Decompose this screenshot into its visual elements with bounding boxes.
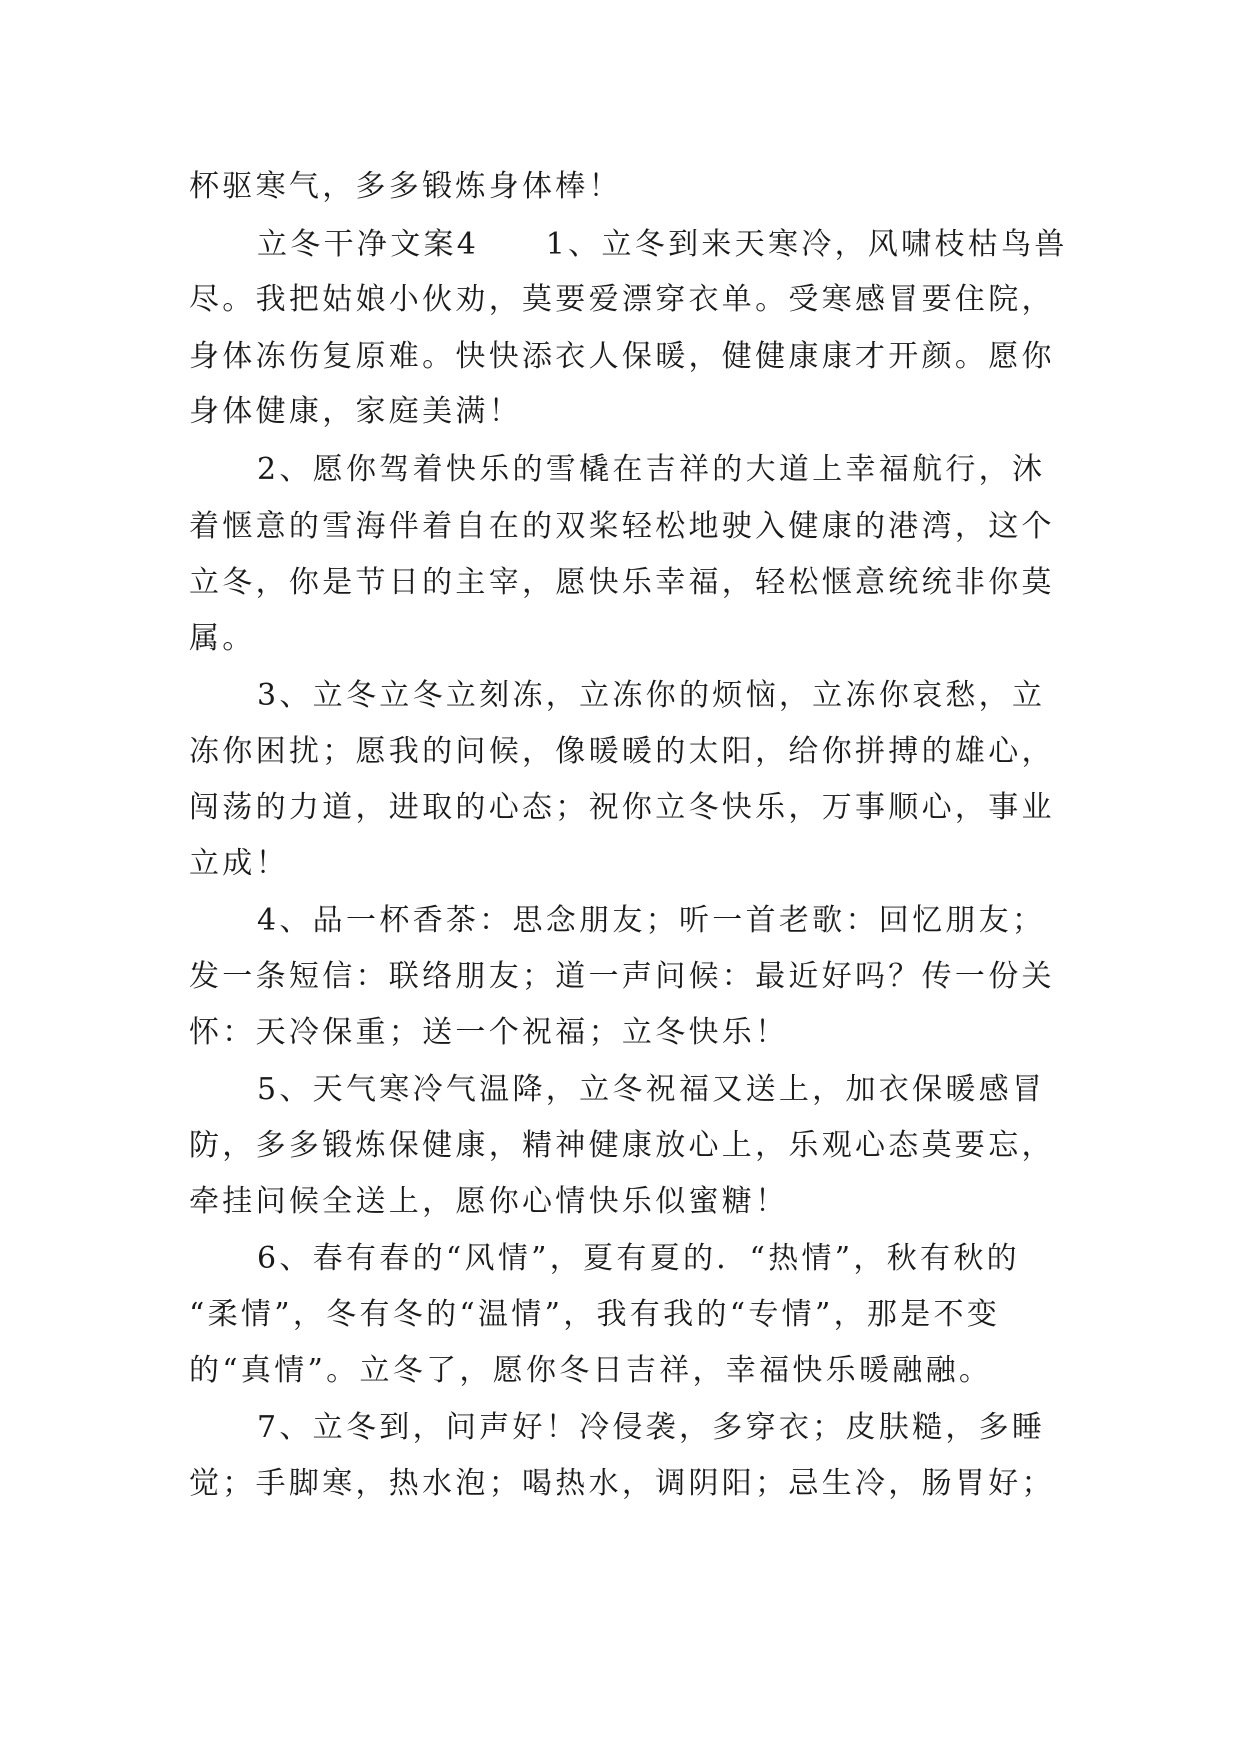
text-line: 5、天气寒冷气温降，立冬祝福又送上，加衣保暖感冒 <box>257 1072 1046 1107</box>
text-line: 身体健康，家庭美满！ <box>189 394 522 429</box>
text-line: 属。 <box>189 621 256 656</box>
text-line: 立冬干净文案4 1、立冬到来天寒冷，风啸枝枯鸟兽 <box>257 227 1068 262</box>
text-line: 闯荡的力道，进取的心态；祝你立冬快乐，万事顺心，事业 <box>189 790 1055 825</box>
text-line: 发一条短信：联络朋友；道一声问候：最近好吗？传一份关 <box>189 959 1055 994</box>
text-line: “柔情”，冬有冬的“温情”，我有我的“专情”，那是不变 <box>189 1297 1001 1332</box>
text-line: 立冬，你是节日的主宰，愿快乐幸福，轻松惬意统统非你莫 <box>189 565 1055 600</box>
text-line: 防，多多锻炼保健康，精神健康放心上，乐观心态莫要忘， <box>189 1128 1055 1163</box>
text-line: 的“真情”。立冬了，愿你冬日吉祥，幸福快乐暖融融。 <box>189 1353 993 1388</box>
text-line: 身体冻伤复原难。快快添衣人保暖，健健康康才开颜。愿你 <box>189 339 1055 374</box>
text-line: 牵挂问候全送上，愿你心情快乐似蜜糖！ <box>189 1184 789 1219</box>
text-line: 杯驱寒气，多多锻炼身体棒！ <box>189 169 622 204</box>
text-line: 怀：天冷保重；送一个祝福；立冬快乐！ <box>189 1015 789 1050</box>
text-line: 着惬意的雪海伴着自在的双桨轻松地驶入健康的港湾，这个 <box>189 509 1055 544</box>
text-line: 尽。我把姑娘小伙劝，莫要爱漂穿衣单。受寒感冒要住院， <box>189 282 1055 317</box>
text-line: 立成！ <box>189 846 289 881</box>
text-line: 6、春有春的“风情”，夏有夏的．“热情”，秋有秋的 <box>257 1241 1020 1276</box>
text-line: 4、品一杯香茶：思念朋友；听一首老歌：回忆朋友； <box>257 903 1046 938</box>
text-line: 2、愿你驾着快乐的雪橇在吉祥的大道上幸福航行，沐 <box>257 452 1046 487</box>
text-line: 7、立冬到，问声好！冷侵袭，多穿衣；皮肤糙，多睡 <box>257 1410 1046 1445</box>
text-line: 觉；手脚寒，热水泡；喝热水，调阴阳；忌生冷，肠胃好； <box>189 1466 1055 1501</box>
text-line: 冻你困扰；愿我的问候，像暖暖的太阳，给你拼搏的雄心， <box>189 734 1055 769</box>
text-line: 3、立冬立冬立刻冻，立冻你的烦恼，立冻你哀愁，立 <box>257 678 1046 713</box>
